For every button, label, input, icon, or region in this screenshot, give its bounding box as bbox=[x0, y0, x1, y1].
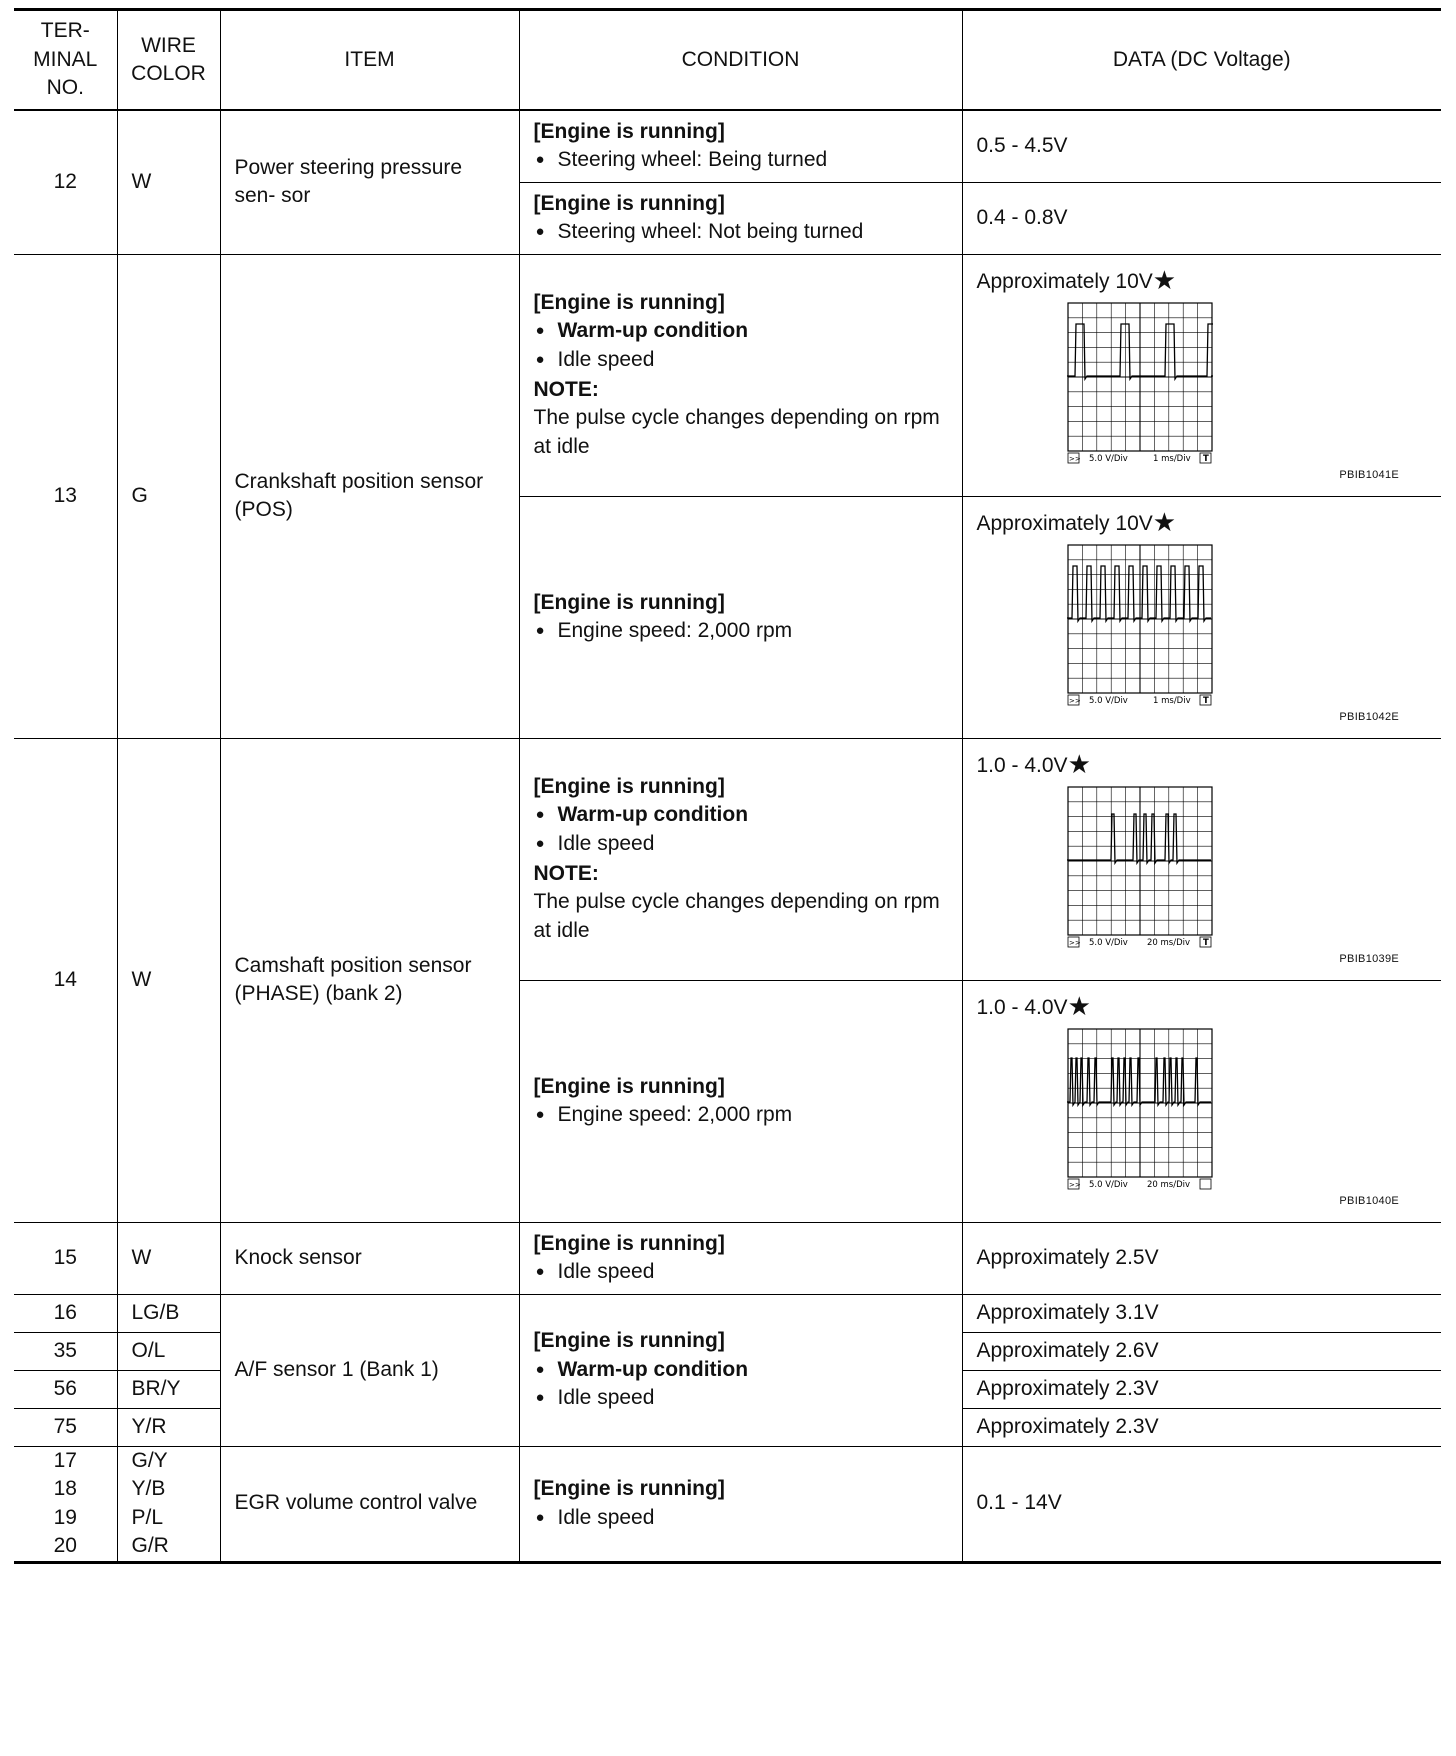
data-cell: Approximately 10V★ >> 5.0 V/Div 1 ms/Div T PBIB1042E bbox=[962, 496, 1441, 738]
star-icon: ★ bbox=[1067, 748, 1091, 779]
wire-color: Y/R bbox=[117, 1408, 220, 1446]
terminal-no: 75 bbox=[14, 1408, 117, 1446]
figure-code: PBIB1042E bbox=[1339, 710, 1399, 723]
wire-color: BR/Y bbox=[117, 1370, 220, 1408]
header-terminal: TER- MINAL NO. bbox=[14, 10, 117, 111]
data-cell: 0.5 - 4.5V bbox=[962, 110, 1441, 182]
terminal-no: 56 bbox=[14, 1370, 117, 1408]
star-icon: ★ bbox=[1152, 506, 1177, 537]
terminal-no: 14 bbox=[14, 738, 117, 1222]
condition-cell: [Engine is running] ● Warm-up condition ● Idle speed NOTE: The pulse cycle changes depending on rpm at idle bbox=[519, 254, 962, 496]
wire-color: W bbox=[117, 1222, 220, 1294]
data-cell: Approximately 3.1V bbox=[962, 1294, 1441, 1332]
oscilloscope-waveform bbox=[1067, 302, 1213, 464]
terminal-no: 15 bbox=[14, 1222, 117, 1294]
item-name: Power steering pressure sen- sor bbox=[220, 110, 519, 254]
wire-color: G bbox=[117, 254, 220, 738]
data-cell: 1.0 - 4.0V★ >> 5.0 V/Div 20 ms/Div PBIB1040E bbox=[962, 980, 1441, 1222]
scope-time-label: 1 ms/Div bbox=[1152, 695, 1191, 706]
terminal-no: 12 bbox=[14, 110, 117, 254]
condition-cell: [Engine is running] ● Steering wheel: Not being turned bbox=[519, 182, 962, 254]
table-row bbox=[14, 1222, 1441, 1294]
terminal-no: 13 bbox=[14, 254, 117, 738]
condition-cell: [Engine is running] ● Engine speed: 2,000 rpm bbox=[519, 980, 962, 1222]
scope-volt-label: 5.0 V/Div bbox=[1088, 453, 1128, 464]
data-cell: Approximately 10V★ >> 5.0 V/Div 1 ms/Div T PBIB1041E bbox=[962, 254, 1441, 496]
scope-tag-label: T bbox=[1202, 937, 1209, 948]
wire-color: G/Y Y/B P/L G/R bbox=[117, 1446, 220, 1562]
terminal-no: 17 18 19 20 bbox=[14, 1446, 117, 1562]
data-cell: Approximately 2.3V bbox=[962, 1370, 1441, 1408]
figure-code: PBIB1040E bbox=[1339, 1194, 1399, 1207]
header-row bbox=[14, 10, 1441, 111]
item-name: A/F sensor 1 (Bank 1) bbox=[220, 1294, 519, 1446]
terminal-spec-table bbox=[14, 8, 1441, 1564]
header-wire-color: WIRE COLOR bbox=[117, 10, 220, 111]
oscilloscope-waveform bbox=[1067, 786, 1213, 948]
star-icon: ★ bbox=[1067, 990, 1091, 1021]
scope-volt-label: 5.0 V/Div bbox=[1088, 1179, 1128, 1190]
condition-cell: [Engine is running] ● Engine speed: 2,000 rpm bbox=[519, 496, 962, 738]
scope-time-label: 20 ms/Div bbox=[1146, 1179, 1190, 1190]
scope-volt-label: 5.0 V/Div bbox=[1088, 937, 1128, 948]
figure-code: PBIB1039E bbox=[1339, 952, 1399, 965]
condition-cell: [Engine is running] ● Idle speed bbox=[519, 1222, 962, 1294]
scope-arrow-label: >> bbox=[1068, 1180, 1081, 1189]
data-cell: Approximately 2.3V bbox=[962, 1408, 1441, 1446]
terminal-no: 16 bbox=[14, 1294, 117, 1332]
item-name: Knock sensor bbox=[220, 1222, 519, 1294]
table-row bbox=[14, 110, 1441, 182]
scope-tag-label: T bbox=[1202, 695, 1209, 706]
data-cell: Approximately 2.6V bbox=[962, 1332, 1441, 1370]
wire-color: W bbox=[117, 738, 220, 1222]
item-name: Crankshaft position sensor (POS) bbox=[220, 254, 519, 738]
figure-code: PBIB1041E bbox=[1339, 468, 1399, 481]
table-row bbox=[14, 1294, 1441, 1332]
header-item: ITEM bbox=[220, 10, 519, 111]
oscilloscope-waveform bbox=[1067, 1028, 1213, 1190]
condition-cell: [Engine is running] ● Warm-up condition ● Idle speed bbox=[519, 1294, 962, 1446]
table-row bbox=[14, 738, 1441, 980]
condition-cell: [Engine is running] ● Warm-up condition ● Idle speed NOTE: The pulse cycle changes depending on rpm at idle bbox=[519, 738, 962, 980]
scope-volt-label: 5.0 V/Div bbox=[1088, 695, 1128, 706]
scope-tag-label: T bbox=[1202, 453, 1209, 464]
data-cell: 0.4 - 0.8V bbox=[962, 182, 1441, 254]
table-row bbox=[14, 254, 1441, 496]
wire-color: W bbox=[117, 110, 220, 254]
item-name: EGR volume control valve bbox=[220, 1446, 519, 1562]
data-cell: 1.0 - 4.0V★ >> 5.0 V/Div 20 ms/Div T PBIB1039E bbox=[962, 738, 1441, 980]
data-cell: Approximately 2.5V bbox=[962, 1222, 1441, 1294]
scope-time-label: 20 ms/Div bbox=[1146, 937, 1190, 948]
scope-tag-box bbox=[1200, 1179, 1211, 1189]
wire-color: LG/B bbox=[117, 1294, 220, 1332]
data-cell: 0.1 - 14V bbox=[962, 1446, 1441, 1562]
wire-color: O/L bbox=[117, 1332, 220, 1370]
table-row bbox=[14, 1446, 1441, 1562]
header-condition: CONDITION bbox=[519, 10, 962, 111]
scope-arrow-label: >> bbox=[1068, 938, 1081, 947]
oscilloscope-waveform bbox=[1067, 544, 1213, 706]
condition-cell: [Engine is running] ● Idle speed bbox=[519, 1446, 962, 1562]
header-data: DATA (DC Voltage) bbox=[962, 10, 1441, 111]
scope-time-label: 1 ms/Div bbox=[1152, 453, 1191, 464]
condition-cell: [Engine is running] ● Steering wheel: Being turned bbox=[519, 110, 962, 182]
scope-arrow-label: >> bbox=[1068, 696, 1081, 705]
terminal-no: 35 bbox=[14, 1332, 117, 1370]
star-icon: ★ bbox=[1152, 264, 1177, 295]
scope-arrow-label: >> bbox=[1068, 454, 1081, 463]
item-name: Camshaft position sensor (PHASE) (bank 2) bbox=[220, 738, 519, 1222]
